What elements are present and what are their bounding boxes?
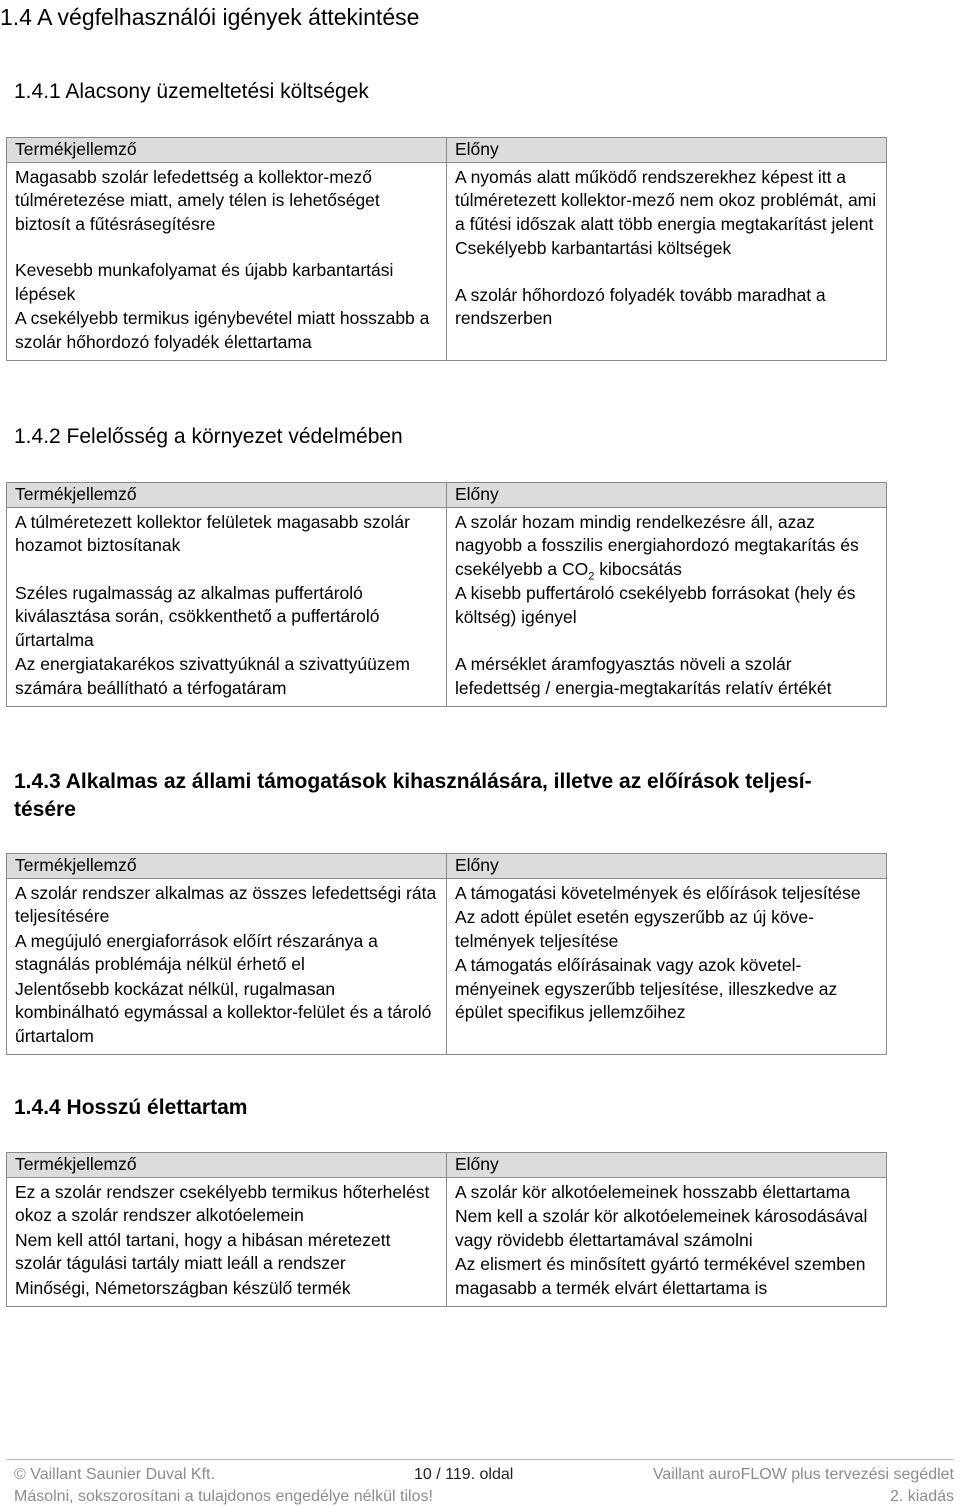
table-1-4-4 [6,1152,887,1307]
list-item: A szolár rendszer alkalmas az összes lefedettségi ráta teljesítésére [15,882,437,926]
col-header-feature: Termékjellemző [7,138,447,163]
footer-copy-notice: Másolni, sokszorosítani a tulajdonos engedélye nélkül tilos! [14,1488,433,1505]
footer-edition: 2. kiadás [889,1488,954,1505]
col-header-feature: Termékjellemző [7,854,447,879]
list-item: Ez a szolár rendszer csekélyebb termikus hőterhelést okoz a szolár rendszer alkotóelemein [15,1181,430,1225]
co2-text: A szolár hozam mindig rendelkezésre áll, azaz nagyobb a fosszilis energiahordozó megtakarítás és csekélyebb a CO [455,511,859,579]
footer-document-title: Vaillant auroFLOW plus tervezési segédlet [652,1466,954,1483]
list-item: Széles rugalmasság az alkalmas puffertároló kiválasztása során, csökkenthető a puffertároló űrtartalma [15,582,380,650]
list-item: Nem kell a szolár kör alkotóelemeinek károsodásával vagy rövidebb élettartamával számolni [455,1206,868,1250]
table-1-4-2 [6,482,887,707]
feature-cell [7,507,447,707]
list-item: Az adott épület esetén egyszerűbb az új követelmények teljesítése [455,907,814,951]
feature-cell [7,162,447,361]
list-item: A mérséklet áramfogyasztás növeli a szolár lefedettség / energia-megtakarítás relatív értékét [455,654,832,698]
list-item: A szolár hőhordozó folyadék tovább maradhat a rendszerben [455,284,826,328]
list-item [455,511,878,582]
list-item: Jelentősebb kockázat nélkül, rugalmasan kombinálható egymással a kollektor-felület és a tároló űrtartalom [15,978,432,1046]
list-item: Az energiatakarékos szivattyúknál a szivattyúüzem számára beállítható a térfogatáram [15,654,410,698]
col-header-benefit: Előny [447,138,887,163]
benefit-cell [447,162,887,361]
list-item: Kevesebb munkafolyamat és újabb karbantartási lépések [15,260,394,304]
list-item: A túlméretezett kollektor felületek magasabb szolár hozamot biztosítanak [15,511,410,555]
table-1-4-1 [6,137,887,361]
list-item: Az elismert és minősített gyártó termékével szemben magasabb a termék elvárt élettartama is [455,1254,866,1298]
list-item: A nyomás alatt működő rendszerekhez képest itt a túlméretezett kollektor-mező nem okoz problémát, ami a fűtési időszak alatt több energia megtakarítást jelent [455,166,877,234]
col-header-benefit: Előny [447,854,887,879]
list-item: A támogatás előírásainak vagy azok követelményeinek egyszerűbb teljesítése, illeszkedve az épület specifikus jellemzőihez [455,955,838,1022]
list-item: A csekélyebb termikus igénybevétel miatt hosszabb a szolár hőhordozó folyadék élettartama [15,308,430,352]
benefit-cell [447,878,887,1055]
footer-copyright: © Vaillant Saunier Duval Kft. [14,1466,215,1483]
feature-cell [7,878,447,1055]
list-item: A támogatási követelmények és előírások teljesítése [455,882,861,903]
list-item: Csekélyebb karbantartási költségek [455,238,732,258]
section-heading-line: tésére [14,798,76,821]
page-title: 1.4 A végfelhasználói igények áttekintése [0,4,420,30]
list-item: Magasabb szolár lefedettség a kollektor-mező túlméretezése miatt, amely télen is lehetőséget biztosít a fűtésrásegítésre [15,166,380,234]
section-heading-1-4-2: 1.4.2 Felelősség a környezet védelmében [14,425,403,448]
co2-tail: kibocsátás [594,558,682,579]
section-heading-1-4-3 [14,768,812,824]
col-header-feature: Termékjellemző [7,483,447,508]
footer-page-number: 10 / 119. oldal [414,1466,514,1483]
list-item: A szolár kör alkotóelemeinek hosszabb élettartama [455,1181,850,1202]
feature-cell [7,1177,447,1307]
list-item: A kisebb puffertároló csekélyebb forrásokat (hely és költség) igényel [455,583,856,627]
col-header-feature: Termékjellemző [7,1153,447,1178]
list-item: A megújuló energiaforrások előírt részaránya a stagnálás problémája nélkül érhető el [15,930,378,974]
benefit-cell [447,1177,887,1307]
list-item: Nem kell attól tartani, hogy a hibásan méretezett szolár tágulási tartály miatt leáll a rendszer [15,1229,391,1273]
benefit-cell [447,507,887,707]
section-heading-1-4-1: 1.4.1 Alacsony üzemeltetési költségek [14,80,369,103]
table-1-4-3 [6,853,887,1055]
list-item: Minőségi, Németországban készülő termék [15,1277,351,1298]
section-heading-line: 1.4.3 Alkalmas az állami támogatások kihasználására, illetve az előírások teljesí- [14,770,812,793]
col-header-benefit: Előny [447,1153,887,1178]
col-header-benefit: Előny [447,483,887,508]
section-heading-1-4-4: 1.4.4 Hosszú élettartam [14,1096,248,1119]
co2-subscript: 2 [588,570,595,582]
footer-divider [6,1459,954,1460]
